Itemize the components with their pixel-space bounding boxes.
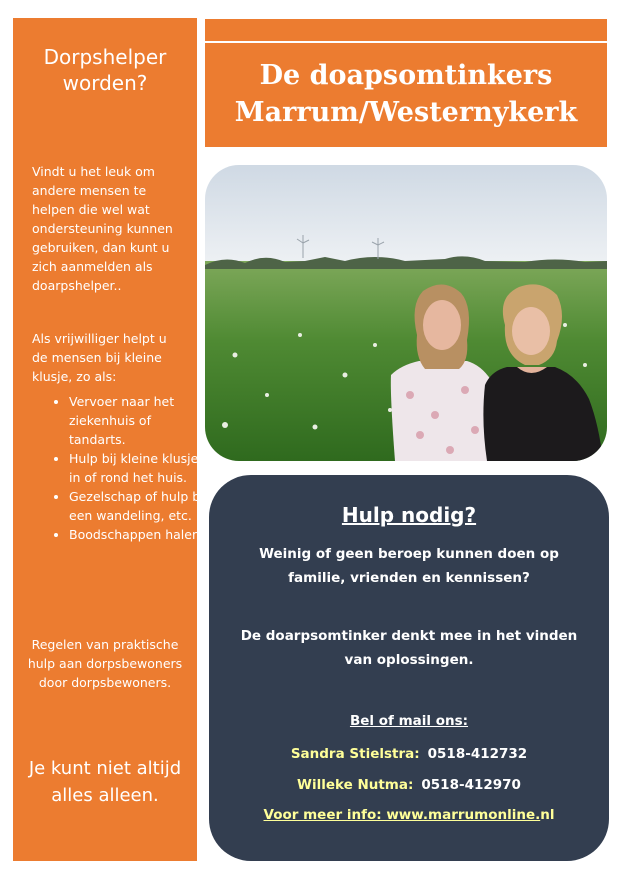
sidebar-paragraph: Als vrijwilliger helpt u de mensen bij kleine klusje, zo als: [32, 331, 167, 384]
title-line-1: De doapsomtinkers [259, 60, 553, 91]
panel-heading: Hulp nodig? [341, 503, 477, 527]
info-line [209, 807, 609, 823]
sidebar-intro: Vindt u het leuk om andere mensen te helpen die wel wat ondersteuning kunnen gebruiken, dan kunt u zich aanmelden als doarpshelper.. [32, 164, 173, 293]
website-suffix[interactable]: nl [540, 807, 555, 823]
list-item: • Boodschappen halen. [69, 525, 209, 544]
photo-two-women-in-field [205, 165, 607, 461]
title-banner [205, 19, 607, 147]
contact-phone[interactable]: 0518-412970 [421, 777, 521, 793]
contact-row [209, 746, 609, 762]
title-divider [205, 41, 607, 43]
list-item: • Vervoer naar het ziekenhuis of tandarts. [69, 392, 209, 449]
contact-name: Sandra Stielstra: [290, 746, 420, 762]
title-line-2: Marrum/Westernykerk [234, 97, 578, 128]
list-item: • Gezelschap of hulp bij een wandeling, etc. [69, 487, 209, 525]
sidebar-slogan: Je kunt niet altijd alles alleen. [28, 758, 182, 806]
sidebar-closing: Regelen van praktische hulp aan dorpsbewoners door dorpsbewoners. [27, 637, 183, 690]
help-panel [209, 475, 609, 861]
website-link[interactable]: Voor meer info: www.marrumonline. [263, 807, 541, 823]
contact-row [209, 777, 609, 793]
contact-name: Willeke Nutma: [297, 777, 414, 793]
call-label: Bel of mail ons: [349, 713, 469, 729]
panel-question: Weinig of geen beroep kunnen doen op familie, vrienden en kennissen? [259, 546, 559, 586]
task-list [51, 392, 209, 544]
list-item: • Hulp bij kleine klusje in of rond het huis. [69, 449, 209, 487]
sidebar-title: Dorpshelper worden? [43, 45, 167, 95]
contact-phone[interactable]: 0518-412732 [427, 746, 528, 762]
panel-statement: De doarpsomtinker denkt mee in het vinden van oplossingen. [240, 628, 578, 668]
page-title [205, 57, 607, 131]
sidebar [13, 18, 208, 861]
